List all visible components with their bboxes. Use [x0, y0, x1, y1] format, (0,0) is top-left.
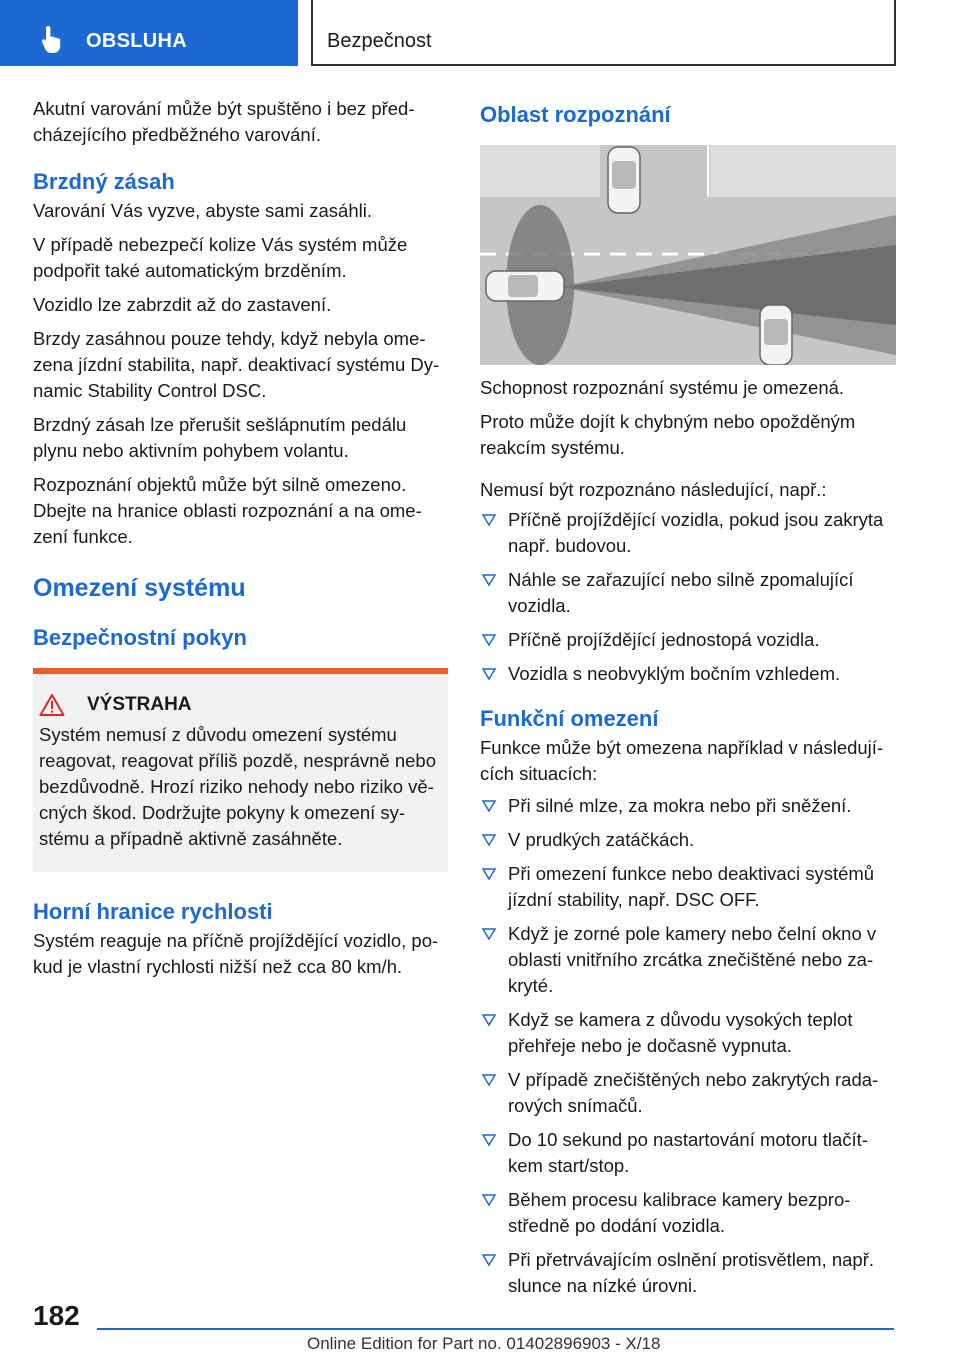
crossing-car-bottom	[760, 305, 792, 365]
page-header	[0, 0, 960, 66]
triangle-bullet-icon	[482, 1073, 496, 1087]
list-item: Vozidla s neobvyklým bočním vzhledem.	[480, 661, 896, 687]
safety-heading: Bezpečnostní pokyn	[33, 625, 247, 650]
brake-paragraph-4: Brzdy zasáhnou pouze tehdy, když nebyla omezena jízdní stabilita, např. deaktivací systému Dynamic Stability Control DSC.	[33, 328, 440, 401]
list-item: Během procesu kalibrace kamery bezprostředně po dodání vozidla.	[480, 1187, 896, 1239]
triangle-bullet-icon	[482, 1013, 496, 1027]
brake-heading: Brzdný zásah	[33, 169, 175, 194]
ego-car	[486, 271, 564, 301]
list-item: V prudkých zatáčkách.	[480, 827, 896, 853]
triangle-bullet-icon	[482, 513, 496, 527]
crossing-car-top	[608, 147, 640, 213]
area-paragraph-1: Schopnost rozpoznání systému je omezená.	[480, 377, 845, 398]
left-column	[33, 96, 448, 988]
list-item: Náhle se zařazující nebo silně zpomalující vozidla.	[480, 567, 896, 619]
detection-area-illustration	[480, 145, 896, 365]
brake-paragraph-2: V případě nebezpečí kolize Vás systém může podpořit také automatickým brzděním.	[33, 234, 408, 281]
warning-title-row	[39, 692, 440, 718]
list-item: V případě znečištěných nebo zakrytých radarových snímačů.	[480, 1067, 896, 1119]
triangle-bullet-icon	[482, 927, 496, 941]
warning-title: VÝSTRAHA	[87, 694, 192, 715]
triangle-bullet-icon	[482, 1253, 496, 1267]
page-number: 182	[33, 1300, 80, 1331]
func-heading: Funkční omezení	[480, 706, 659, 731]
warning-triangle-icon	[39, 693, 65, 717]
triangle-bullet-icon	[482, 833, 496, 847]
brake-paragraph-5: Brzdný zásah lze přerušit sešlápnutím pedálu plynu nebo aktivním pohybem volantu.	[33, 414, 407, 461]
triangle-bullet-icon	[482, 1193, 496, 1207]
limits-heading: Omezení systému	[33, 574, 246, 602]
speed-paragraph: Systém reaguje na příčně projíždějící vozidlo, pokud je vlastní rychlosti nižší než cca 80 km/h.	[33, 930, 439, 977]
list-item: Když se kamera z důvodu vysokých teplot přehřeje nebo je dočasně vypnuta.	[480, 1007, 896, 1059]
speed-heading: Horní hranice rychlosti	[33, 899, 273, 924]
area-paragraph-3: Nemusí být rozpoznáno následující, např.:	[480, 479, 827, 500]
triangle-bullet-icon	[482, 867, 496, 881]
chapter-tab[interactable]	[0, 0, 298, 66]
warning-box	[33, 668, 448, 872]
list-item: Při silné mlze, za mokra nebo při sněžení.	[480, 793, 896, 819]
area-heading: Oblast rozpoznání	[480, 102, 671, 127]
list-item: Příčně projíždějící jednostopá vozidla.	[480, 627, 896, 653]
brake-paragraph-3: Vozidlo lze zabrzdit až do zastavení.	[33, 294, 332, 315]
func-list	[480, 793, 896, 1299]
area-list	[480, 507, 896, 687]
brake-paragraph-1: Varování Vás vyzve, abyste sami zasáhli.	[33, 200, 372, 221]
list-item: Při přetrvávajícím oslnění protisvětlem, např. slunce na nízké úrovni.	[480, 1247, 896, 1299]
section-label: Bezpečnost	[327, 30, 432, 52]
section-header	[311, 0, 896, 66]
list-item: Při omezení funkce nebo deaktivaci systémů jízdní stability, např. DSC OFF.	[480, 861, 896, 913]
triangle-bullet-icon	[482, 667, 496, 681]
list-item: Do 10 sekund po nastartování motoru tlačítkem start/stop.	[480, 1127, 896, 1179]
triangle-bullet-icon	[482, 799, 496, 813]
intro-paragraph: Akutní varování může být spuštěno i bez předcházejícího předběžného varování.	[33, 98, 415, 145]
func-paragraph: Funkce může být omezena například v následujících situacích:	[480, 737, 884, 784]
warning-text: Systém nemusí z důvodu omezení systému reagovat, reagovat příliš pozdě, nesprávně nebo bezdůvodně. Hrozí riziko nehody nebo riziko věcných škod. Dodržujte pokyny k omezení systému a případně aktivně zasáhněte.	[39, 724, 436, 849]
hand-pointer-icon	[40, 26, 66, 54]
triangle-bullet-icon	[482, 573, 496, 587]
chapter-tab-label: OBSLUHA	[86, 30, 187, 52]
right-column	[480, 96, 896, 1307]
brake-paragraph-6: Rozpoznání objektů může být silně omezeno. Dbejte na hranice oblasti rozpoznání a na omezení funkce.	[33, 474, 422, 547]
triangle-bullet-icon	[482, 1133, 496, 1147]
list-item: Příčně projíždějící vozidla, pokud jsou zakryta např. budovou.	[480, 507, 896, 559]
list-item: Když je zorné pole kamery nebo čelní okno v oblasti vnitřního zrcátka znečištěné nebo zakryté.	[480, 921, 896, 999]
footer-divider	[97, 1328, 894, 1330]
area-paragraph-2: Proto může dojít k chybným nebo opožděným reakcím systému.	[480, 411, 856, 458]
edition-text: Online Edition for Part no. 01402896903 - X/18	[307, 1334, 661, 1353]
intersection-diagram	[480, 145, 896, 365]
triangle-bullet-icon	[482, 633, 496, 647]
